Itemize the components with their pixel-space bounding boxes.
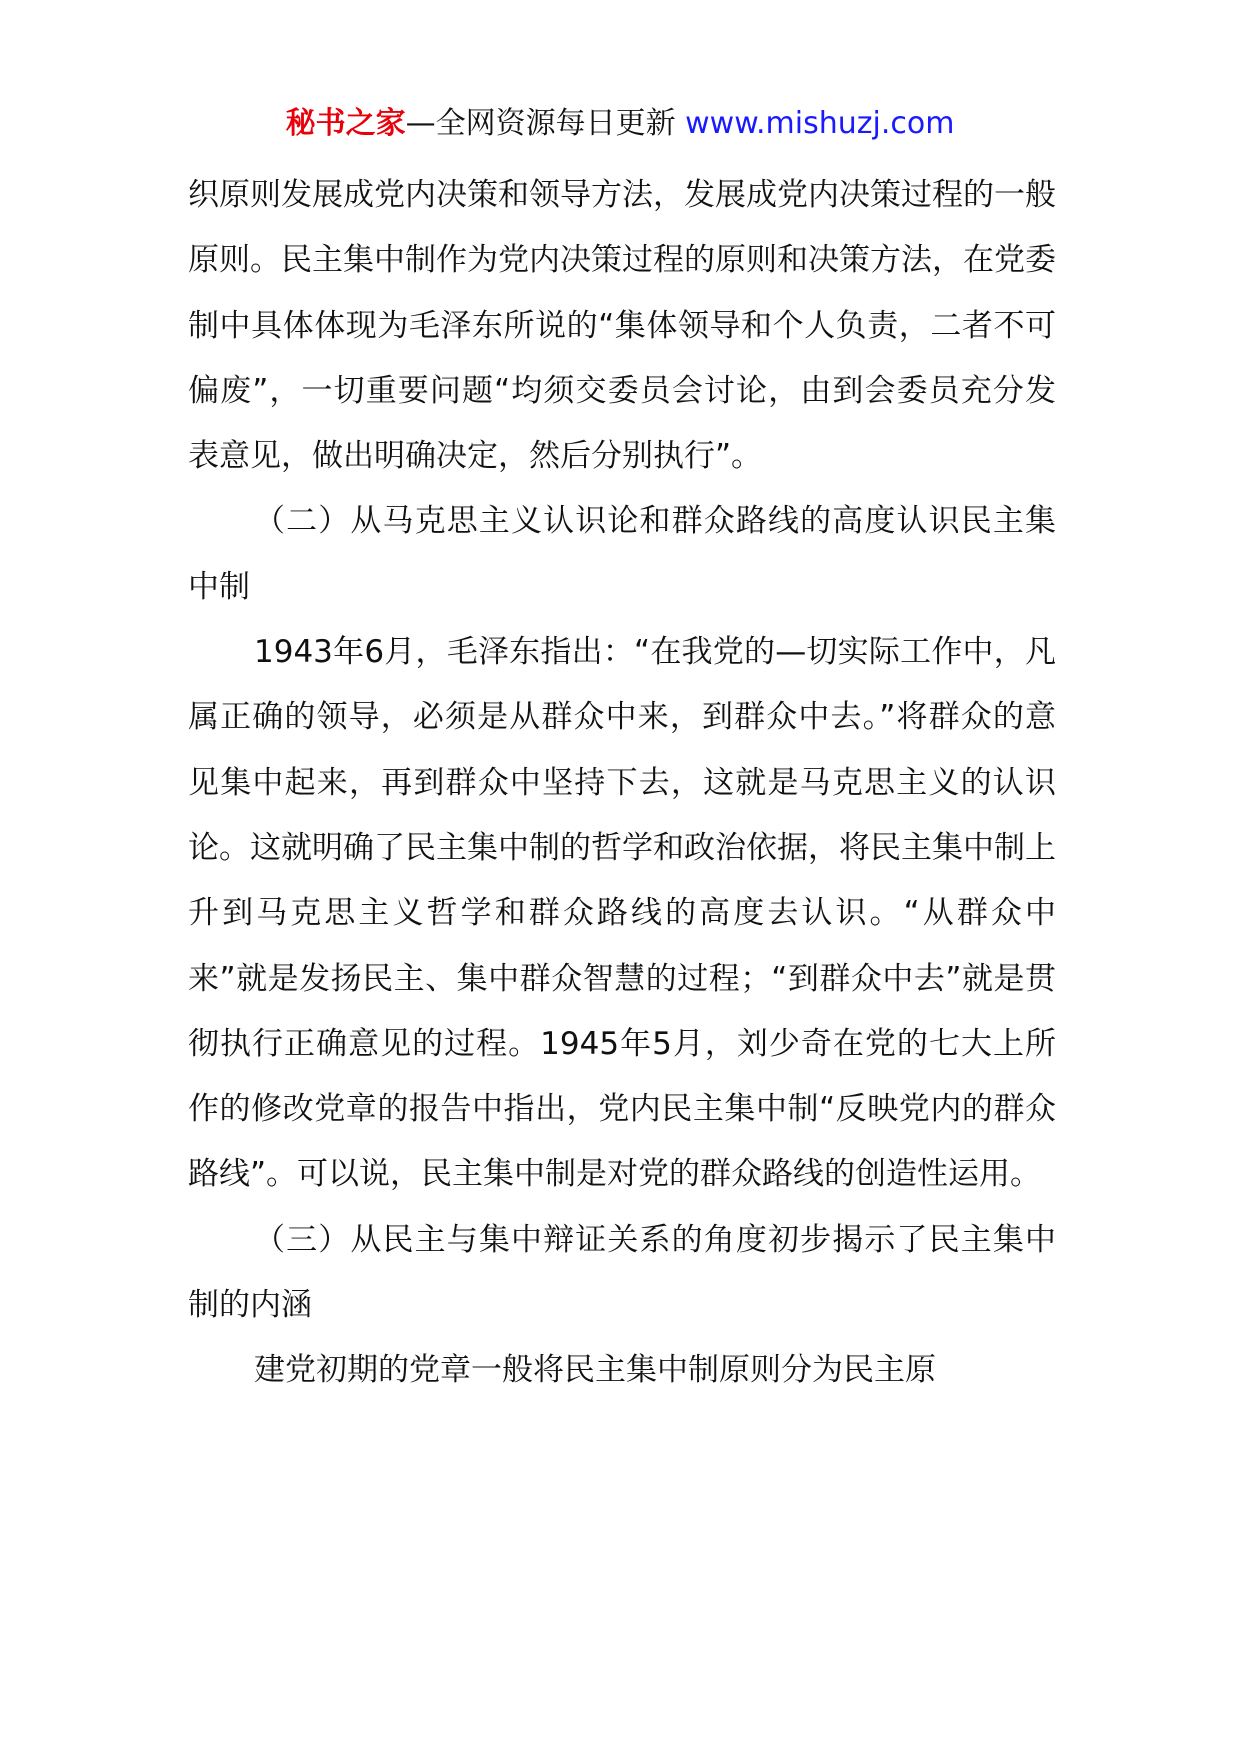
site-url-link[interactable]: www.mishuzj.com <box>685 106 955 141</box>
section-heading: （二）从马克思主义认识论和群众路线的高度认识民主集中制 <box>188 503 1056 605</box>
brand-name: 秘书之家 <box>285 106 406 141</box>
body-paragraph: 建党初期的党章一般将民主集中制原则分为民主原 <box>254 1352 936 1389</box>
document-body <box>188 163 1056 1404</box>
site-header <box>0 104 1240 144</box>
body-paragraph: 织原则发展成党内决策和领导方法，发展成党内决策过程的一般原则。民主集中制作为党内决策过程的原则和决策方法，在党委制中具体体现为毛泽东所说的“集体领导和个人负责，二者不可偏废”，一切重要问题“均须交委员会讨论，由到会委员充分发表意见，做出明确决定，然后分别执行”。 <box>188 177 1056 475</box>
header-tagline: —全网资源每日更新 <box>405 106 676 141</box>
body-paragraph: 1943年6月，毛泽东指出：“在我党的—切实际工作中，凡属正确的领导，必须是从群众中来，到群众中去。”将群众的意见集中起来，再到群众中坚持下去，这就是马克思主义的认识论。这就明确了民主集中制的哲学和政治依据，将民主集中制上升到马克思主义哲学和群众路线的高度去认识。“从群众中来”就是发扬民主、集中群众智慧的过程；“到群众中去”就是贯彻执行正确意见的过程。1945年5月，刘少奇在党的七大上所作的修改党章的报告中指出，党内民主集中制“反映党内的群众路线”。可以说，民主集中制是对党的群众路线的创造性运用。 <box>188 634 1056 1193</box>
section-heading: （三）从民主与集中辩证关系的角度初步揭示了民主集中制的内涵 <box>188 1221 1056 1324</box>
